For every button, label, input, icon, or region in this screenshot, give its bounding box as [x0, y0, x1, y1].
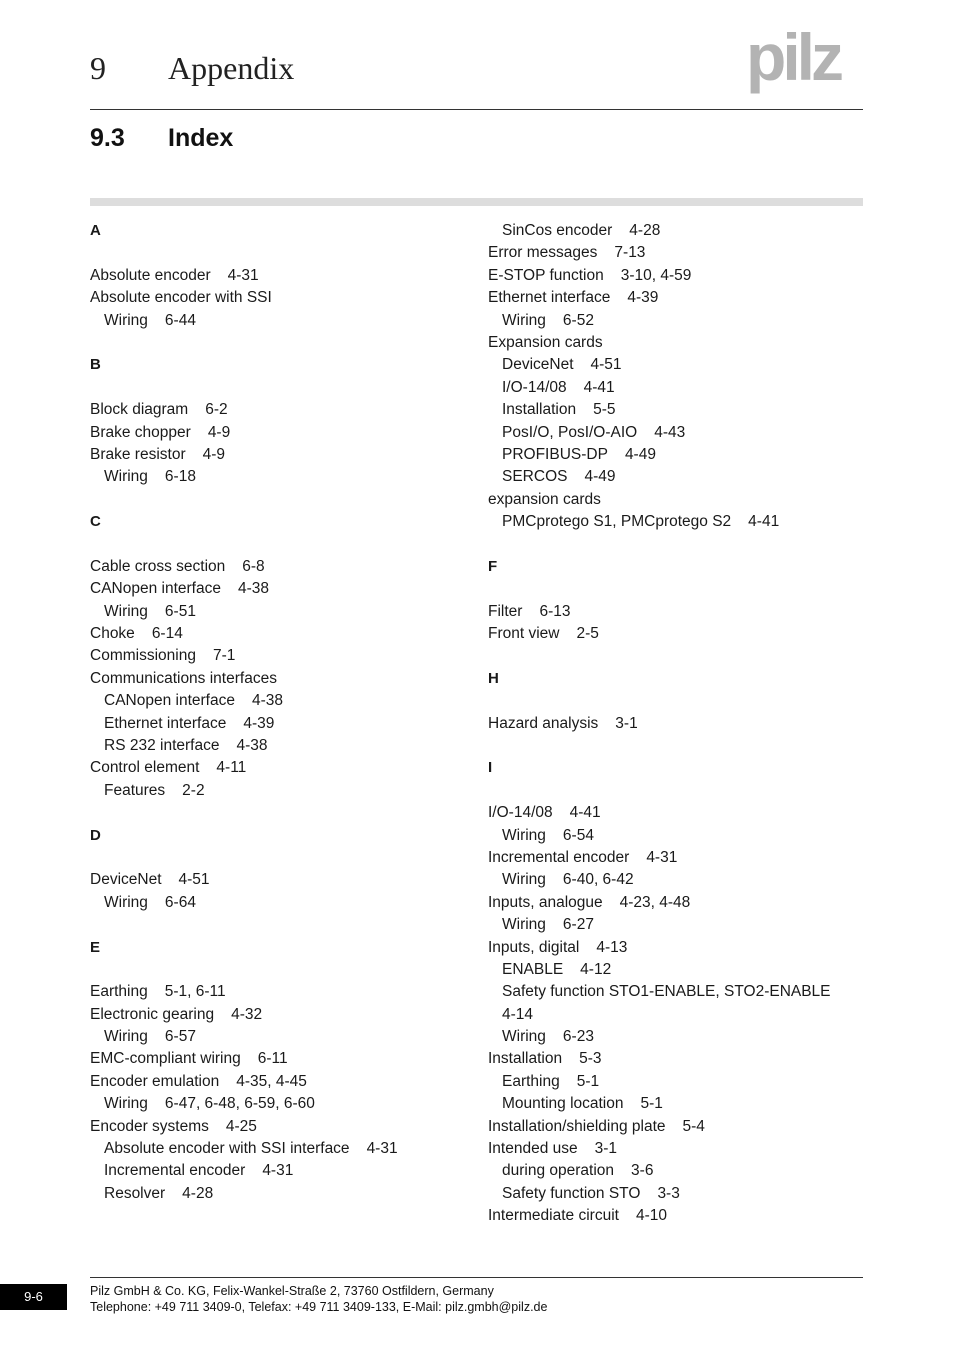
index-term: Installation/shielding plate [488, 1117, 666, 1135]
index-subentry [90, 1183, 470, 1205]
index-page-ref: 4-38 [251, 692, 283, 710]
index-page-ref: 4-38 [237, 580, 269, 598]
index-subentry [488, 1004, 868, 1026]
index-term: Earthing [502, 1072, 560, 1090]
index-spacer [488, 645, 868, 667]
index-page-ref: 6-27 [562, 916, 594, 934]
index-term: E-STOP function [488, 266, 604, 284]
index-term: Control element [90, 759, 200, 777]
index-letter-heading: B [90, 356, 101, 374]
index-term: SinCos encoder [502, 222, 613, 239]
index-column-left [90, 220, 470, 1205]
index-term: Resolver [104, 1184, 166, 1202]
index-page-ref: 4-39 [243, 714, 275, 732]
index-term: Wiring [502, 311, 546, 329]
index-page-ref: 4-28 [629, 222, 661, 239]
index-term: Incremental encoder [488, 848, 630, 866]
index-term: Commissioning [90, 647, 196, 665]
index-term: Brake resistor [90, 445, 186, 463]
index-spacer [90, 533, 470, 555]
index-page-ref: 4-49 [624, 445, 656, 463]
index-term: Wiring [104, 311, 148, 329]
section-title: Index [168, 124, 234, 152]
index-page-ref: 4-9 [207, 423, 231, 441]
index-spacer [488, 690, 868, 712]
index-page-ref: 4-31 [227, 266, 259, 284]
index-entry [90, 265, 470, 287]
index-entry [488, 1138, 868, 1160]
index-page-ref: 2-2 [182, 781, 205, 799]
index-page-ref: 6-44 [164, 311, 196, 329]
index-term: Electronic gearing [90, 1005, 215, 1023]
index-term: Encoder emulation [90, 1072, 220, 1090]
index-entry [90, 422, 470, 444]
index-term: Wiring [104, 1028, 148, 1046]
index-entry [90, 869, 470, 891]
index-page-ref: 5-1, 6-11 [164, 983, 226, 1001]
index-page-ref: 4-31 [366, 1140, 398, 1158]
index-entry [90, 399, 470, 421]
index-subentry [488, 1183, 868, 1205]
index-page-ref: 4-51 [178, 871, 210, 889]
index-page-ref: 3-3 [657, 1184, 680, 1202]
index-page-ref: 3-1 [615, 714, 638, 732]
index-page-ref: 4-41 [583, 378, 615, 396]
index-term: Choke [90, 625, 135, 643]
index-entry [90, 578, 470, 600]
footer-company-line: Pilz GmbH & Co. KG, Felix-Wankel-Straße 2, 73760 Ostfildern, Germany [90, 1284, 494, 1298]
index-term: Ethernet interface [488, 289, 611, 307]
index-subentry [488, 511, 868, 533]
index-term: Wiring [104, 468, 148, 486]
index-term: Wiring [502, 1028, 546, 1046]
index-term: Error messages [488, 244, 598, 262]
index-term: Wiring [104, 602, 148, 620]
index-term: Brake chopper [90, 423, 191, 441]
index-page-ref: 4-12 [580, 960, 612, 978]
index-term: Wiring [502, 826, 546, 844]
index-column-right [488, 220, 868, 1228]
index-subentry [488, 354, 868, 376]
index-page-ref: 6-47, 6-48, 6-59, 6-60 [164, 1095, 315, 1113]
index-page-ref: 4-31 [262, 1162, 294, 1180]
index-term: Block diagram [90, 401, 189, 419]
index-page-ref: 4-38 [236, 736, 268, 754]
index-term: Installation [502, 401, 577, 419]
index-subentry [90, 601, 470, 623]
index-entry [488, 265, 868, 287]
index-term: Wiring [104, 1095, 148, 1113]
index-term: DeviceNet [90, 871, 162, 889]
index-spacer [90, 242, 470, 264]
index-page-ref: 5-5 [593, 401, 616, 419]
index-page-ref: 7-1 [212, 647, 236, 665]
section-number: 9.3 [90, 124, 125, 152]
index-page-ref: 4-28 [182, 1184, 214, 1202]
index-subentry [488, 1026, 868, 1048]
index-entry [90, 757, 470, 779]
index-entry [488, 802, 868, 824]
index-term: SERCOS [502, 468, 568, 486]
index-term: CANopen interface [90, 580, 221, 598]
index-page-ref: 4-23, 4-48 [619, 893, 691, 911]
index-subentry [90, 713, 470, 735]
index-subentry [488, 377, 868, 399]
index-page-ref: 6-18 [164, 468, 196, 486]
index-letter-heading: D [90, 826, 101, 844]
index-spacer [90, 802, 470, 824]
index-term: EMC-compliant wiring [90, 1050, 241, 1068]
index-subentry [488, 959, 868, 981]
index-subentry [90, 1138, 470, 1160]
index-term: Inputs, digital [488, 938, 580, 956]
chapter-number: 9 [90, 50, 106, 86]
index-subentry [488, 1093, 868, 1115]
index-term: Front view [488, 625, 560, 643]
index-spacer [488, 735, 868, 757]
index-subentry [90, 1026, 470, 1048]
index-spacer [90, 332, 470, 354]
index-entry [90, 444, 470, 466]
index-page-ref: 4-43 [654, 423, 686, 441]
index-page-ref: 4-35, 4-45 [236, 1072, 307, 1090]
index-page-ref: 6-23 [562, 1028, 594, 1046]
index-term: Inputs, analogue [488, 893, 603, 911]
index-entry [90, 287, 470, 309]
index-page-ref: 3-6 [631, 1162, 654, 1180]
index-entry [488, 1205, 868, 1227]
index-page-ref: 6-40, 6-42 [562, 871, 634, 889]
index-subentry [488, 466, 868, 488]
index-term: during operation [502, 1162, 615, 1180]
footer-address [90, 1283, 547, 1315]
index-term: DeviceNet [502, 356, 574, 374]
index-subentry [488, 1071, 868, 1093]
index-term: PROFIBUS-DP [502, 445, 608, 463]
index-page-ref: 4-11 [216, 759, 247, 777]
index-term: Cable cross section [90, 557, 226, 575]
index-page-ref: 6-57 [164, 1028, 196, 1046]
index-subentry [488, 914, 868, 936]
index-page-ref: 6-54 [562, 826, 594, 844]
index-entry [90, 1116, 470, 1138]
index-term: ENABLE [502, 960, 564, 978]
index-subentry [90, 690, 470, 712]
index-term: RS 232 interface [104, 736, 220, 754]
index-term: Ethernet interface [104, 714, 227, 732]
index-page-ref: 7-13 [614, 244, 646, 262]
index-page-ref: 6-2 [205, 401, 228, 419]
index-subentry [90, 466, 470, 488]
index-entry [90, 1071, 470, 1093]
index-term: Communications interfaces [90, 669, 277, 687]
index-term: Safety function STO [502, 1184, 641, 1202]
index-page-ref: 4-32 [231, 1005, 263, 1023]
index-term: PosI/O, PosI/O-AIO [502, 423, 638, 441]
index-term: I/O-14/08 [502, 378, 567, 396]
index-entry [488, 892, 868, 914]
index-subentry [90, 1093, 470, 1115]
index-page-ref: 3-1 [594, 1140, 618, 1158]
index-page-ref: 5-4 [682, 1117, 705, 1135]
index-page-ref: 6-64 [164, 893, 196, 911]
index-term: 4-14 [502, 1005, 534, 1023]
index-entry [488, 1048, 868, 1070]
index-entry [488, 287, 868, 309]
index-term: Intermediate circuit [488, 1207, 619, 1225]
index-entry [488, 601, 868, 623]
index-page-ref: 2-5 [576, 625, 599, 643]
pilz-logo [746, 28, 866, 94]
index-term: Intended use [488, 1140, 578, 1158]
index-subentry [488, 869, 868, 891]
index-term: PMCprotego S1, PMCprotego S2 [502, 513, 732, 531]
index-page-ref: 4-13 [596, 938, 628, 956]
index-term: Incremental encoder [104, 1162, 246, 1180]
index-entry [488, 489, 868, 511]
index-term: CANopen interface [104, 692, 235, 710]
index-letter-heading: H [488, 669, 499, 687]
index-entry [488, 623, 868, 645]
index-entry [488, 713, 868, 735]
index-entry [488, 242, 868, 264]
index-term: Expansion cards [488, 333, 603, 351]
index-page-ref: 4-39 [627, 289, 659, 307]
index-letter-heading: I [488, 759, 493, 777]
index-page-ref: 6-51 [164, 602, 196, 620]
index-page-ref: 4-41 [569, 804, 601, 822]
index-letter-heading: A [90, 222, 101, 239]
header-rule [90, 109, 863, 110]
index-subentry [488, 981, 868, 1003]
index-term: Mounting location [502, 1095, 624, 1113]
index-subentry [90, 735, 470, 757]
index-subentry [90, 780, 470, 802]
index-subentry [488, 310, 868, 332]
index-term: Absolute encoder [90, 266, 211, 284]
index-spacer [90, 489, 470, 511]
index-entry [90, 1004, 470, 1026]
index-term: Filter [488, 602, 523, 620]
index-term: Installation [488, 1050, 563, 1068]
index-page-ref: 4-31 [646, 848, 678, 866]
index-term: Wiring [502, 916, 546, 934]
index-spacer [90, 959, 470, 981]
index-letter-heading: C [90, 513, 101, 531]
index-term: Wiring [502, 871, 546, 889]
index-entry [90, 668, 470, 690]
index-spacer [488, 533, 868, 555]
index-page-ref: 5-1 [576, 1072, 600, 1090]
index-page-ref: 6-11 [257, 1050, 288, 1068]
index-term: Earthing [90, 983, 148, 1001]
index-spacer [488, 578, 868, 600]
index-subentry [488, 220, 868, 242]
index-subentry [90, 1160, 470, 1182]
index-page-ref: 4-41 [748, 513, 780, 531]
pilz-logo-text: pilz [746, 28, 840, 94]
index-subentry [488, 444, 868, 466]
index-entry [488, 847, 868, 869]
index-page-ref: 3-10, 4-59 [620, 266, 692, 284]
index-page-ref: 6-8 [242, 557, 265, 575]
index-page-ref: 6-14 [151, 625, 183, 643]
index-spacer [90, 847, 470, 869]
index-entry [488, 937, 868, 959]
index-subentry [488, 1160, 868, 1182]
index-entry [90, 556, 470, 578]
index-term: Safety function STO1-ENABLE, STO2-ENABLE [502, 983, 831, 1001]
index-spacer [90, 377, 470, 399]
index-page-ref: 5-3 [579, 1050, 602, 1068]
footer-rule [90, 1277, 863, 1278]
index-page-ref: 6-52 [562, 311, 594, 329]
index-term: Absolute encoder with SSI [90, 289, 272, 307]
index-entry [488, 332, 868, 354]
index-letter-heading: F [488, 557, 498, 575]
index-subentry [90, 310, 470, 332]
index-term: Features [104, 781, 166, 799]
index-page-ref: 4-51 [590, 356, 622, 374]
index-term: Encoder systems [90, 1117, 209, 1135]
index-entry [90, 645, 470, 667]
index-page-ref: 4-9 [202, 445, 226, 463]
index-letter-heading: E [90, 938, 101, 956]
index-subentry [488, 422, 868, 444]
index-term: Absolute encoder with SSI interface [104, 1140, 350, 1158]
index-subentry [488, 399, 868, 421]
index-spacer [488, 780, 868, 802]
index-entry [90, 981, 470, 1003]
index-entry [488, 1116, 868, 1138]
index-term: Hazard analysis [488, 714, 599, 732]
footer-contact-line: Telephone: +49 711 3409-0, Telefax: +49 711 3409-133, E-Mail: pilz.gmbh@pilz.de [90, 1300, 548, 1314]
section-divider-bar [90, 198, 863, 206]
index-term: I/O-14/08 [488, 804, 553, 822]
index-page-ref: 4-49 [584, 468, 616, 486]
index-term: Wiring [104, 893, 148, 911]
index-entry [90, 1048, 470, 1070]
index-page-ref: 4-25 [225, 1117, 257, 1135]
index-entry [90, 623, 470, 645]
index-term: expansion cards [488, 490, 601, 508]
index-page-ref: 5-1 [640, 1095, 663, 1113]
index-page-ref: 6-13 [539, 602, 571, 620]
index-subentry [90, 892, 470, 914]
chapter-title: Appendix [168, 50, 295, 86]
index-page-ref: 4-10 [635, 1207, 667, 1225]
index-spacer [90, 914, 470, 936]
page-number: 9-6 [0, 1284, 67, 1310]
index-subentry [488, 825, 868, 847]
